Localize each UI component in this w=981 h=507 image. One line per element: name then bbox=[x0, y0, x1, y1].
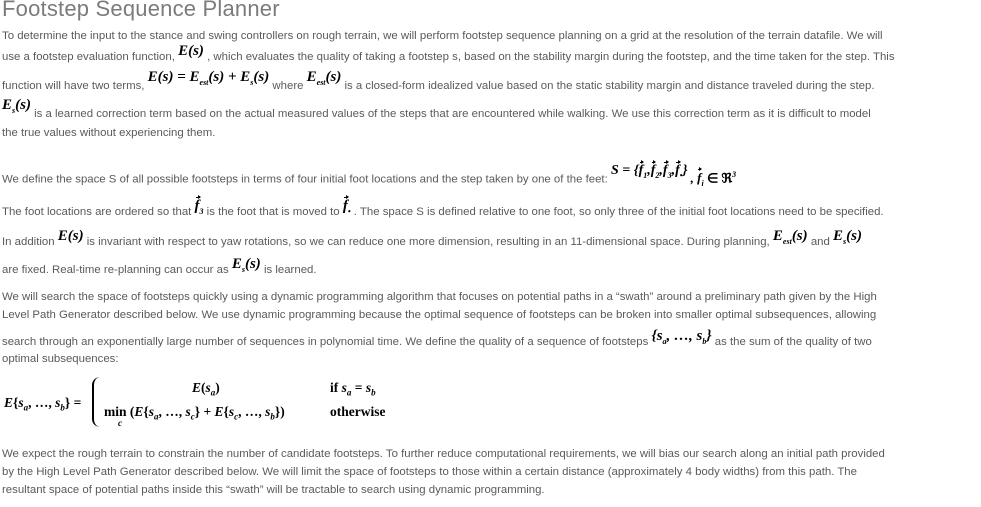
p4-line-1: We expect the rough terrain to constrain the number of candidate footsteps. To further reduce computational requirements, we will bias our search along an initial path provided bbox=[2, 448, 885, 460]
p1-line-3c: is a closed-form idealized value based on the static stability margin and distance traveled during the step. bbox=[344, 80, 875, 92]
p2-line-4 bbox=[2, 256, 317, 282]
eq-min: min bbox=[104, 404, 127, 419]
eq-case-2: $\min (E\{s_a$, …, $s_c\} + E\{s_c$, …, $s_b$}) bbox=[104, 404, 285, 422]
formula-E-sum: $E(s) = E_{est}(s) + E_s(s)$ bbox=[147, 69, 270, 87]
p1-line-3 bbox=[2, 69, 875, 98]
formula-seq: {$s_a$, …, $s_b$} bbox=[651, 328, 712, 346]
eq-if: if bbox=[330, 380, 339, 395]
p1-line-5: the true values without experiencing them. bbox=[2, 127, 216, 139]
eq-otherwise: otherwise bbox=[330, 404, 386, 419]
formula-E-s-2: E(s) bbox=[57, 228, 84, 244]
p3-line-2: Level Path Generator described below. We use dynamic programming because the optimal sequence of footsteps can be broken into smaller optimal subsequences, allowing bbox=[2, 309, 877, 321]
p2-line-4a: are fixed. Real-time re-planning can occur as bbox=[2, 264, 229, 276]
eq-brace bbox=[92, 377, 104, 427]
formula-E-s-4: $E_s(s)$ bbox=[231, 256, 261, 274]
page-title: Footstep Sequence Planner bbox=[2, 0, 280, 21]
p2-line-1 bbox=[2, 163, 737, 191]
formula-f-in-R3: , $f_i$ ∈ ℜ$^3$ bbox=[690, 170, 737, 188]
eq-cond-1: if $s_a = s_b$ bbox=[330, 380, 376, 398]
p3-line-1: We will search the space of footsteps quickly using a dynamic programming algorithm that focuses on potential paths in a “swath” around a preliminary path given by the High bbox=[2, 291, 877, 303]
p2-line-3 bbox=[2, 228, 862, 254]
p2-line-2a: The foot locations are ordered so that bbox=[2, 206, 192, 218]
p3-line-3a: search through an exponentially large number of sequences in polynomial time. We define the quality of a sequence of footsteps bbox=[2, 336, 649, 348]
formula-f-dot: $f_•$ bbox=[342, 198, 351, 216]
p2-line-3a: In addition bbox=[2, 236, 55, 248]
eq-lhs: $E\{s_a$, …, $s_b$} = bbox=[4, 395, 82, 413]
p1-line-1: To determine the input to the stance and swing controllers on rough terrain, we will perform footstep sequence planning on a grid at the resolution of the terrain datafile. We will bbox=[2, 30, 883, 42]
p1-line-4-text: is a learned correction term based on the actual measured values of the steps that are encountered while walking. We use this correction term as it is difficult to model bbox=[34, 108, 871, 120]
eq-case-1: $E(s_a)$ bbox=[192, 380, 220, 398]
p1-line-4 bbox=[2, 97, 871, 126]
p1-line-2 bbox=[2, 43, 895, 64]
p2-line-2c: . The space S is defined relative to one foot, so only three of the initial foot locations need to be specified. bbox=[353, 206, 884, 218]
formula-E-est-2: $E_{est}(s)$ bbox=[772, 228, 808, 246]
formula-E-s-3: $E_s(s)$ bbox=[833, 228, 862, 246]
p4-line-2: by the High Level Path Generator described below. We will limit the space of footsteps to those within a certain distance (approximately 4 body widths) from this path. The bbox=[2, 466, 857, 478]
formula-E-s: E(s) bbox=[178, 43, 204, 59]
p2-line-3b: is invariant with respect to yaw rotations, so we can reduce one more dimension, resulting in an 11-dimensional space. During planning, bbox=[86, 236, 770, 248]
p1-line-3a: function will have two terms, bbox=[2, 80, 145, 92]
p2-line-1-text: We define the space S of all possible footsteps in terms of four initial foot locations and the step taken by one of the feet: bbox=[2, 173, 608, 186]
p3-line-4: optimal subsequences: bbox=[2, 353, 119, 365]
p2-line-4b: is learned. bbox=[263, 264, 317, 276]
p1-line-2b: , which evaluates the quality of taking a footstep s, based on the stability margin during the footstep, and the time taken for the step. This bbox=[207, 51, 895, 63]
p1-line-3b: where bbox=[272, 80, 304, 92]
eq-min-subscript: c bbox=[118, 418, 122, 428]
formula-E-s-learned: $E_s(s)$ bbox=[2, 97, 31, 115]
formula-E-est: $E_{est}(s)$ bbox=[306, 69, 342, 87]
p4-line-3: resultant space of potential paths inside this “swath” will be tractable to search using dynamic programming. bbox=[2, 484, 545, 496]
p2-line-2b: is the foot that is moved to bbox=[206, 206, 340, 218]
p3-line-3 bbox=[2, 328, 872, 354]
formula-S-set: $S = \{f_1,f_2,f_3,f_•\}$ bbox=[610, 163, 688, 181]
formula-f3: $f_3$ bbox=[194, 198, 204, 216]
p2-line-3c: and bbox=[810, 236, 830, 248]
p3-line-3b: as the sum of the quality of two bbox=[714, 336, 872, 348]
p2-line-2 bbox=[2, 198, 884, 224]
p1-line-2a: use a footstep evaluation function, bbox=[2, 51, 175, 63]
